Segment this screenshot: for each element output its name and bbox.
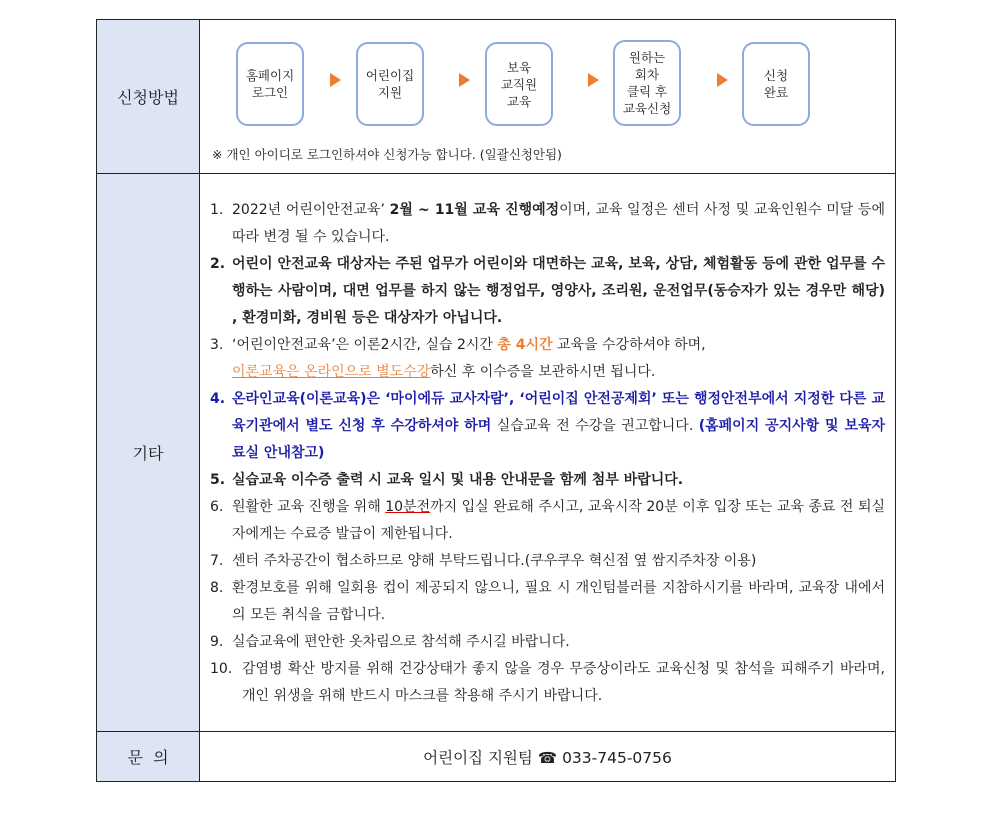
apply-flow [200, 20, 895, 173]
contact-team: 어린이집 지원팀 [423, 748, 533, 767]
step-teacher-edu-label: 보육 교직원 교육 [500, 59, 538, 109]
item-emphasis: 총 4시간 [497, 337, 553, 353]
item-number: 7. [210, 553, 224, 569]
contact-phone: 033-745-0756 [562, 748, 672, 767]
item-emphasis: 이론교육은 온라인으로 별도수강 [232, 364, 431, 380]
item-text: ‘어린이안전교육’은 이론2시간, 실습 2시간 [232, 337, 498, 353]
item-number: 8. [210, 580, 224, 596]
item-text: 실습교육 이수증 출력 시 교육 일시 및 내용 안내문을 함께 첨부 바랍니다. [232, 472, 684, 488]
item-number: 4. [210, 391, 226, 407]
item-text: 감염병 확산 방지를 위해 건강상태가 좋지 않을 경우 무증상이라도 교육신청 및 참석을 피해주기 바라며, 개인 위생을 위해 반드시 마스크를 착용해 주시기 바랍니다. [242, 661, 885, 704]
list-item [210, 575, 885, 629]
apply-content [200, 20, 896, 174]
item-number: 10. [210, 661, 233, 677]
arrow-icon [459, 73, 470, 87]
item-number: 6. [210, 499, 224, 515]
step-complete [742, 42, 810, 126]
item-emphasis: 2월 ~ 11월 교육 진행예정 [389, 202, 560, 218]
item-text: 교육을 수강하셔야 하며, [552, 337, 706, 353]
step-login [236, 42, 304, 126]
arrow-icon [588, 73, 599, 87]
list-item [210, 386, 885, 467]
info-table [96, 19, 896, 782]
apply-row [97, 20, 896, 174]
step-daycare [356, 42, 424, 126]
item-number: 5. [210, 472, 226, 488]
etc-label: 기타 [97, 174, 200, 732]
arrow-icon [717, 73, 728, 87]
apply-label: 신청방법 [97, 20, 200, 174]
contact-content [200, 732, 896, 782]
list-item [210, 629, 885, 656]
item-text: 이며, 교육 일정은 센터 사정 및 교육인원수 미달 등에 따라 변경 될 수 있습니다. [232, 202, 885, 245]
list-item [210, 332, 885, 386]
item-text: 환경보호를 위해 일회용 컵이 제공되지 않으니, 필요 시 개인텀블러를 지참하시기를 바라며, 교육장 내에서의 모든 취식을 금합니다. [232, 580, 885, 623]
etc-content [200, 174, 896, 732]
etc-row [97, 174, 896, 732]
step-teacher-edu [485, 42, 553, 126]
phone-icon: ☎ [537, 748, 558, 767]
item-text: 원활한 교육 진행을 위해 [232, 499, 386, 515]
apply-note: ※ 개인 아이디로 로그인하셔야 신청가능 합니다. (일괄신청안됨) [212, 147, 562, 162]
notice-list [200, 185, 895, 720]
contact-row [97, 732, 896, 782]
step-select-session [613, 40, 681, 126]
step-login-label: 홈페이지 로그인 [245, 68, 295, 100]
arrow-icon [330, 73, 341, 87]
item-number: 1. [210, 202, 224, 218]
step-select-session-label: 원하는 회차 클릭 후 교육신청 [622, 50, 672, 116]
list-item [210, 548, 885, 575]
contact-label: 문 의 [97, 732, 200, 782]
item-text: 어린이 안전교육 대상자는 주된 업무가 어린이와 대면하는 교육, 보육, 상담, 체험활동 등에 관한 업무를 수행하는 사람이며, 대면 업무를 하지 않는 행정업무, 영양사, 조리원, 운전업무(동승자가 있는 경우만 해당) , 환경미화, 경비원 등은 대상자가 아닙니다. [232, 256, 885, 326]
item-text: 하신 후 이수증을 보관하시면 됩니다. [430, 364, 656, 380]
item-emphasis: 온라인교육(이론교육)은 ‘마이에듀 교사자람’, ‘어린이집 안전공제회’ 또는 행정안전부에서 지정한 다른 교육기관에서 별도 신청 후 수강하셔야 하며 [232, 391, 885, 434]
step-daycare-label: 어린이집 지원 [365, 68, 415, 100]
item-number: 9. [210, 634, 224, 650]
item-number: 3. [210, 337, 224, 353]
step-complete-label: 신청 완료 [763, 68, 789, 100]
list-item [210, 197, 885, 251]
list-item [210, 656, 885, 710]
item-text: 2022년 어린이안전교육’ [232, 202, 390, 218]
item-emphasis: (홈페이지 공지사항 및 보육자료실 안내참고) [232, 418, 886, 461]
item-text: 실습교육 전 수강을 권고합니다. [491, 418, 699, 434]
item-text: 까지 입실 완료해 주시고, 교육시작 20분 이후 입장 또는 교육 종료 전 퇴실자에게는 수료증 발급이 제한됩니다. [232, 499, 885, 542]
list-item [210, 467, 885, 494]
item-text: 센터 주차공간이 협소하므로 양해 부탁드립니다.(쿠우쿠우 혁신점 옆 쌈지주차장 이용) [232, 553, 757, 569]
item-number: 2. [210, 256, 226, 272]
list-item [210, 251, 885, 332]
item-text: 실습교육에 편안한 옷차림으로 참석해 주시길 바랍니다. [232, 634, 570, 650]
list-item [210, 494, 885, 548]
item-emphasis: 10분전 [385, 499, 431, 515]
